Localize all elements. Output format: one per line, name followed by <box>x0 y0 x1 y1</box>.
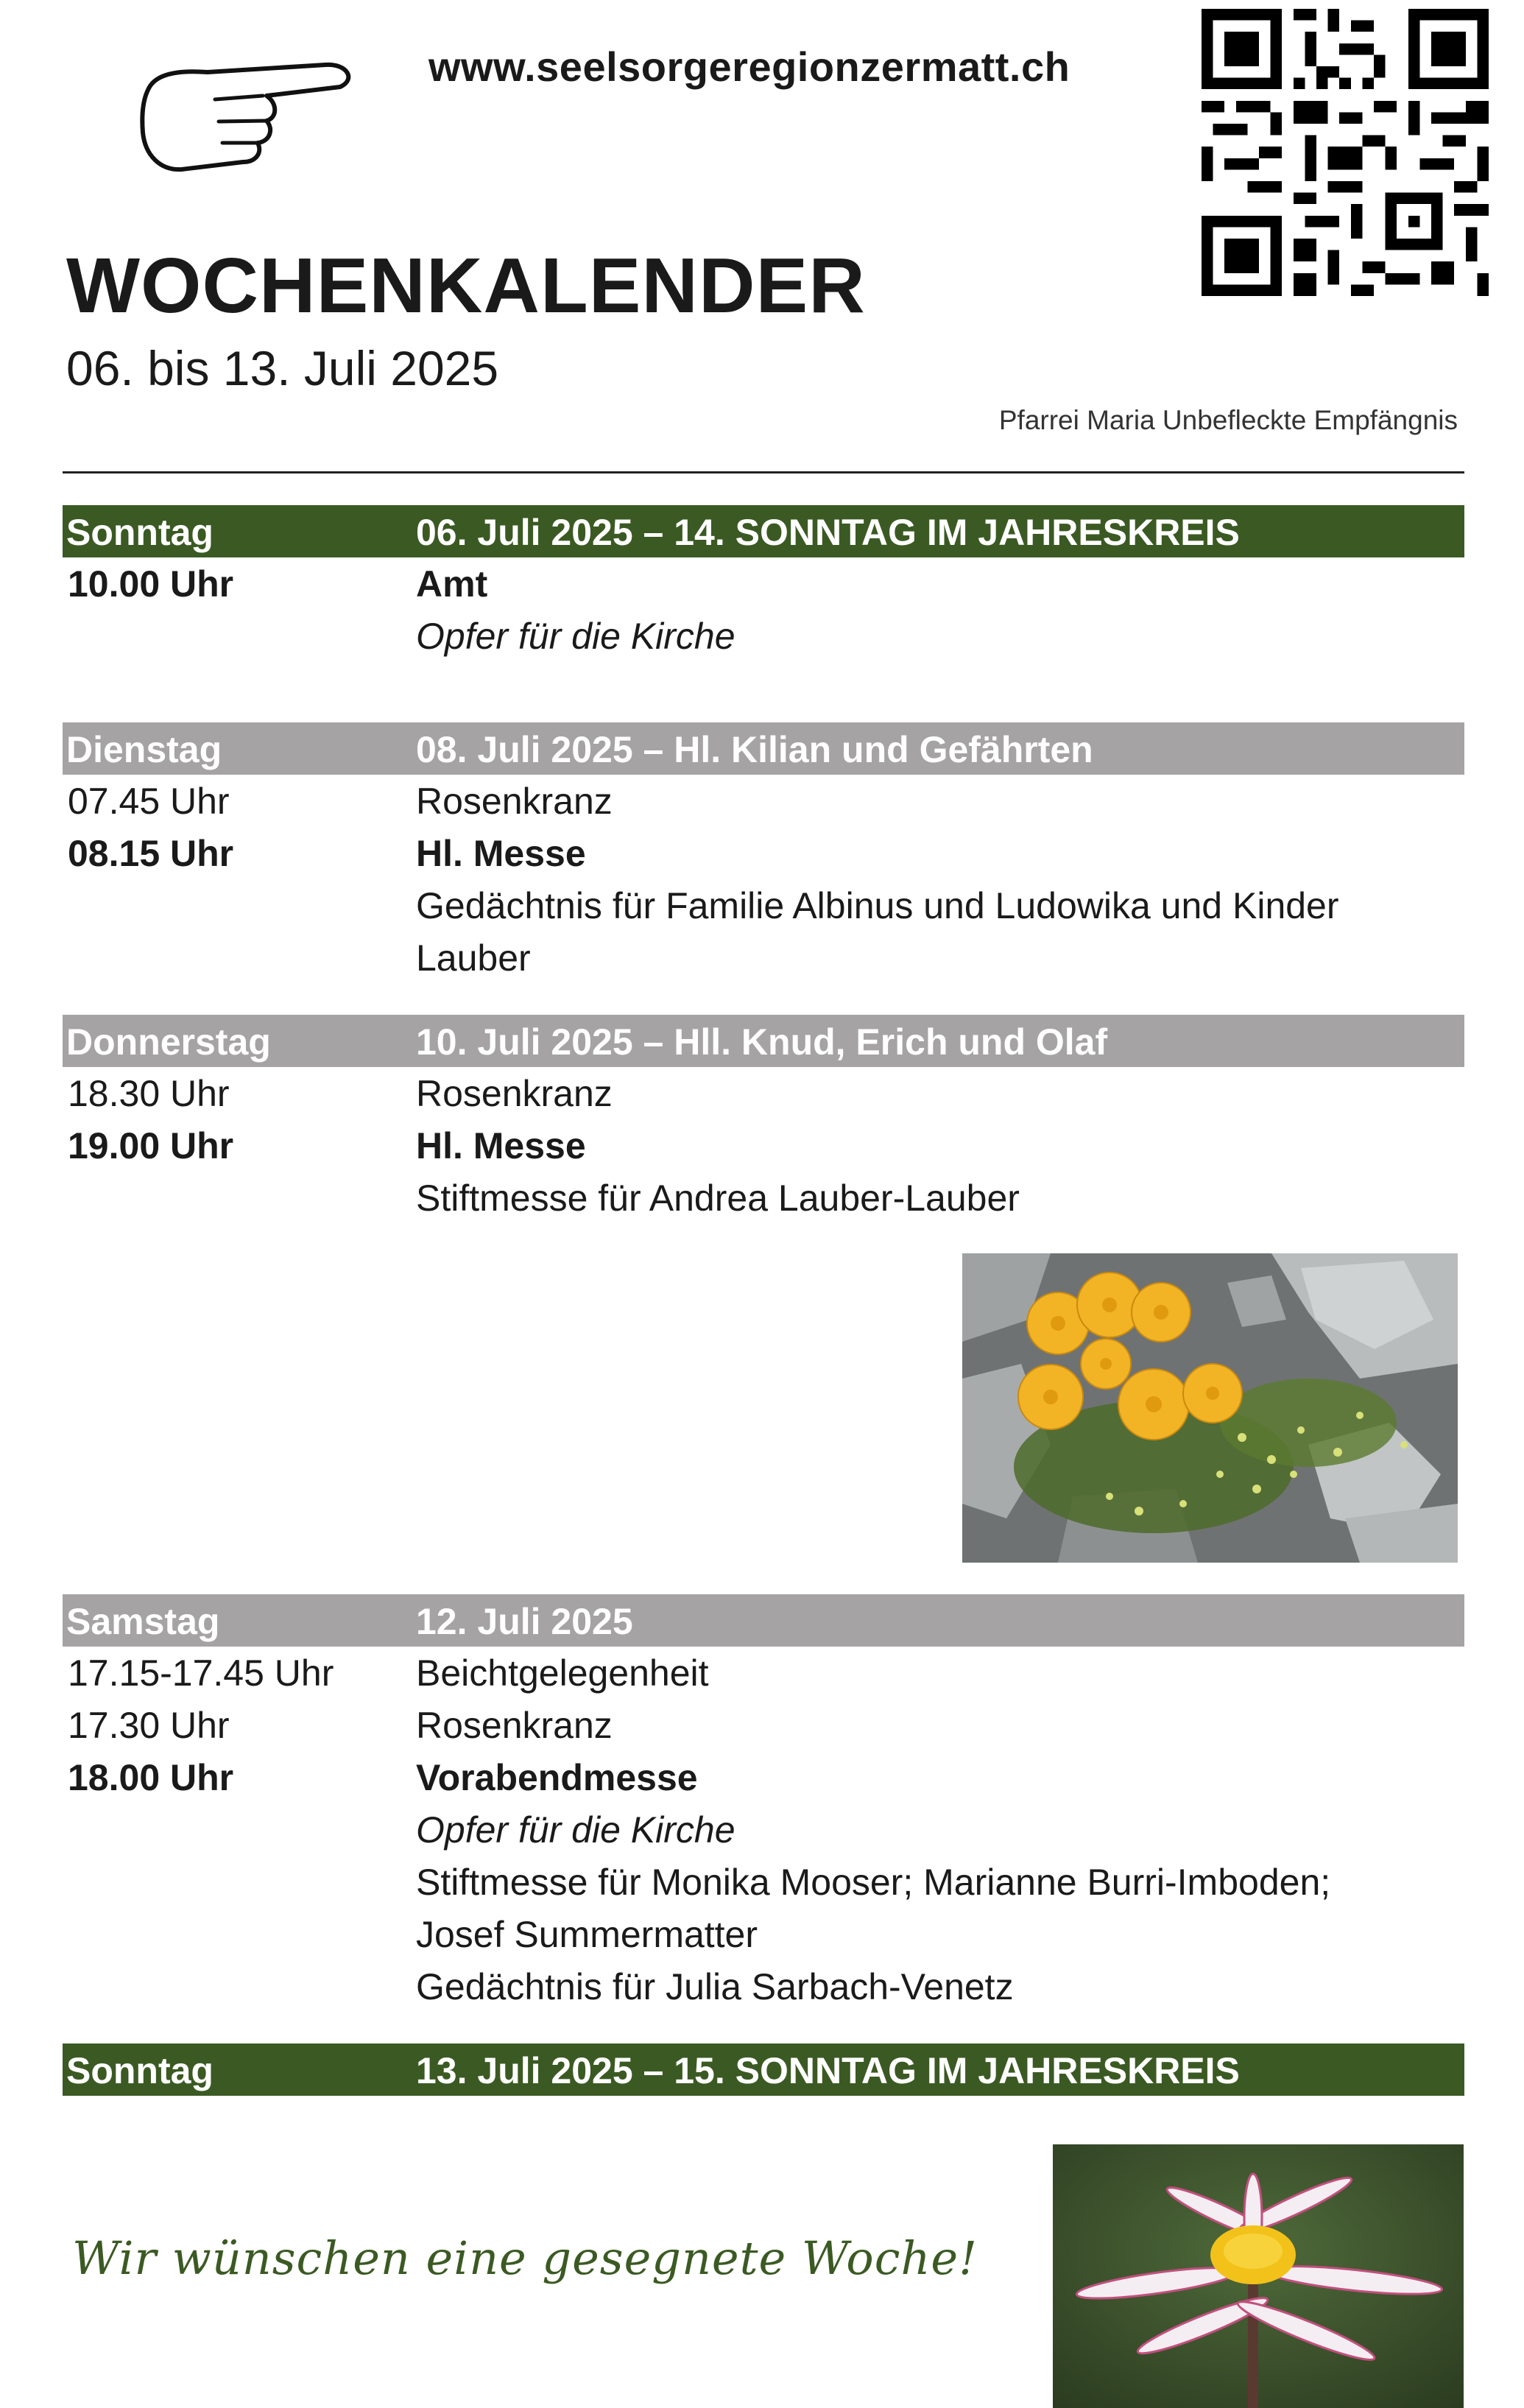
day-header-dienstag <box>63 722 1464 775</box>
entry-note: Gedächtnis für Julia Sarbach-Venetz <box>416 1966 1014 2007</box>
entry-note: Opfer für die Kirche <box>416 1809 735 1851</box>
closing-greeting: Wir wünschen eine gesegnete Woche! <box>72 2231 978 2285</box>
entry-title: Amt <box>416 563 488 605</box>
entry-title: Rosenkranz <box>416 781 613 822</box>
day-header-sonntag-06 <box>63 505 1464 557</box>
entry-time: 08.15 Uhr <box>68 833 234 874</box>
entry-time: 07.45 Uhr <box>68 781 230 822</box>
day-info: 06. Juli 2025 – 14. SONNTAG IM JAHRESKREIS <box>416 512 1240 553</box>
entry-note: Stiftmesse für Monika Mooser; Marianne Burri-Imboden; <box>416 1862 1331 1903</box>
entry-note: Josef Summermatter <box>416 1914 758 1955</box>
parish-name: Pfarrei Maria Unbefleckte Empfängnis <box>998 405 1458 435</box>
pointing-hand-icon <box>127 44 370 180</box>
entry-time: 18.30 Uhr <box>68 1073 230 1114</box>
entry-time: 10.00 Uhr <box>68 563 234 605</box>
entry-note: Opfer für die Kirche <box>416 616 735 657</box>
divider <box>63 471 1464 473</box>
day-name: Donnerstag <box>66 1021 271 1063</box>
day-info: 10. Juli 2025 – Hll. Knud, Erich und Olaf <box>416 1021 1108 1063</box>
day-header-samstag <box>63 1594 1464 1647</box>
qr-code-icon[interactable] <box>1202 9 1489 296</box>
entry-time: 18.00 Uhr <box>68 1757 234 1798</box>
entry-title: Rosenkranz <box>416 1705 613 1746</box>
alpine-flowers-photo <box>962 1253 1458 1563</box>
day-name: Sonntag <box>66 2050 214 2091</box>
entry-title: Hl. Messe <box>416 833 586 874</box>
day-info: 13. Juli 2025 – 15. SONNTAG IM JAHRESKREIS <box>416 2050 1240 2091</box>
entry-title: Beichtgelegenheit <box>416 1652 709 1694</box>
day-header-donnerstag <box>63 1015 1464 1067</box>
day-info: 12. Juli 2025 <box>416 1601 633 1642</box>
daisy-photo <box>1053 2144 1464 2408</box>
entry-title: Vorabendmesse <box>416 1757 698 1798</box>
day-info: 08. Juli 2025 – Hl. Kilian und Gefährten <box>416 729 1093 770</box>
entry-note: Lauber <box>416 937 531 979</box>
entry-title: Hl. Messe <box>416 1125 586 1166</box>
entry-time: 17.15-17.45 Uhr <box>68 1652 334 1694</box>
website-link[interactable]: www.seelsorgeregionzermatt.ch <box>428 43 1070 90</box>
day-header-sonntag-13 <box>63 2043 1464 2096</box>
day-name: Sonntag <box>66 512 214 553</box>
entry-title: Rosenkranz <box>416 1073 613 1114</box>
entry-note: Gedächtnis für Familie Albinus und Ludowika und Kinder <box>416 885 1339 926</box>
entry-note: Stiftmesse für Andrea Lauber-Lauber <box>416 1177 1020 1219</box>
entry-time: 19.00 Uhr <box>68 1125 234 1166</box>
day-name: Samstag <box>66 1601 220 1642</box>
entry-time: 17.30 Uhr <box>68 1705 230 1746</box>
page-title: WOCHENKALENDER <box>66 242 866 329</box>
date-range: 06. bis 13. Juli 2025 <box>66 341 499 395</box>
day-name: Dienstag <box>66 729 222 770</box>
